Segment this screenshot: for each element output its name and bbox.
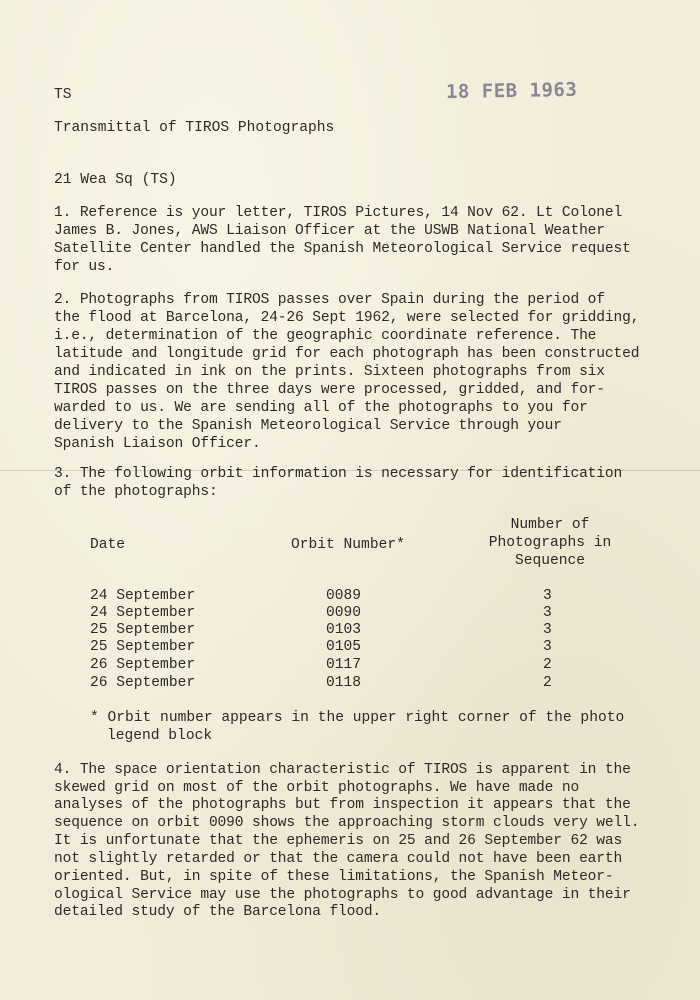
- date-column-header: Date: [90, 537, 126, 553]
- addressee-line: 21 Wea Sq (TS): [54, 172, 177, 188]
- paragraph-line: and indicated in ink on the prints. Sixteen photographs from six: [54, 364, 605, 380]
- subject-line: Transmittal of TIROS Photographs: [54, 120, 335, 136]
- row-photos: 2: [543, 657, 552, 673]
- paragraph-line: delivery to the Spanish Meteorological Service through your: [54, 418, 562, 434]
- paragraph-line: i.e., determination of the geographic coordinate reference. The: [54, 328, 597, 344]
- row-orbit: 0105: [326, 639, 362, 655]
- paragraph-line: ological Service may use the photographs to good advantage in their: [54, 887, 631, 903]
- paragraph-line: 4. The space orientation characteristic of TIROS is apparent in the: [54, 762, 631, 778]
- row-photos: 3: [543, 588, 552, 604]
- row-orbit: 0117: [326, 657, 362, 673]
- table-footnote-continued: legend block: [107, 728, 213, 744]
- row-date: 25 September: [90, 639, 196, 655]
- row-photos: 2: [543, 675, 552, 691]
- office-symbol: TS: [54, 87, 72, 103]
- row-date: 24 September: [90, 588, 196, 604]
- paragraph-line: 3. The following orbit information is necessary for identification: [54, 466, 623, 482]
- paragraph-line: not slightly retarded or that the camera could not have been earth: [54, 851, 623, 867]
- paragraph-line: James B. Jones, AWS Liaison Officer at the USWB National Weather: [54, 223, 605, 239]
- row-photos: 3: [543, 605, 552, 621]
- table-footnote: * Orbit number appears in the upper right corner of the photo: [90, 710, 625, 726]
- paragraph-line: TIROS passes on the three days were processed, gridded, and for-: [54, 382, 605, 398]
- paragraph-line: skewed grid on most of the orbit photographs. We have made no: [54, 780, 580, 796]
- orbit-column-header: Orbit Number*: [291, 537, 405, 553]
- paragraph-line: the flood at Barcelona, 24-26 Sept 1962, were selected for gridding,: [54, 310, 640, 326]
- photos-column-header-line: Sequence: [514, 553, 586, 569]
- paragraph-line: Spanish Liaison Officer.: [54, 436, 261, 452]
- row-orbit: 0103: [326, 622, 362, 638]
- row-date: 26 September: [90, 675, 196, 691]
- paragraph-line: of the photographs:: [54, 484, 218, 500]
- photos-column-header-line: Number of: [510, 517, 590, 533]
- date-stamp: 18 FEB 1963: [445, 78, 578, 104]
- row-photos: 3: [543, 639, 552, 655]
- paragraph-line: detailed study of the Barcelona flood.: [54, 904, 382, 920]
- paragraph-line: Satellite Center handled the Spanish Meteorological Service request: [54, 241, 631, 257]
- row-orbit: 0090: [326, 605, 362, 621]
- paragraph-line: It is unfortunate that the ephemeris on 25 and 26 September 62 was: [54, 833, 623, 849]
- row-date: 24 September: [90, 605, 196, 621]
- row-photos: 3: [543, 622, 552, 638]
- paragraph-line: sequence on orbit 0090 shows the approaching storm clouds very well.: [54, 815, 640, 831]
- paragraph-line: latitude and longitude grid for each photograph has been constructed: [54, 346, 640, 362]
- row-orbit: 0089: [326, 588, 362, 604]
- row-date: 25 September: [90, 622, 196, 638]
- photos-column-header-line: Photographs in: [488, 535, 612, 551]
- paragraph-line: analyses of the photographs but from inspection it appears that the: [54, 797, 631, 813]
- paragraph-line: oriented. But, in spite of these limitations, the Spanish Meteor-: [54, 869, 614, 885]
- paragraph-line: 2. Photographs from TIROS passes over Spain during the period of: [54, 292, 605, 308]
- row-orbit: 0118: [326, 675, 362, 691]
- paragraph-line: 1. Reference is your letter, TIROS Pictures, 14 Nov 62. Lt Colonel: [54, 205, 623, 221]
- paragraph-line: for us.: [54, 259, 115, 275]
- row-date: 26 September: [90, 657, 196, 673]
- paragraph-line: warded to us. We are sending all of the photographs to you for: [54, 400, 588, 416]
